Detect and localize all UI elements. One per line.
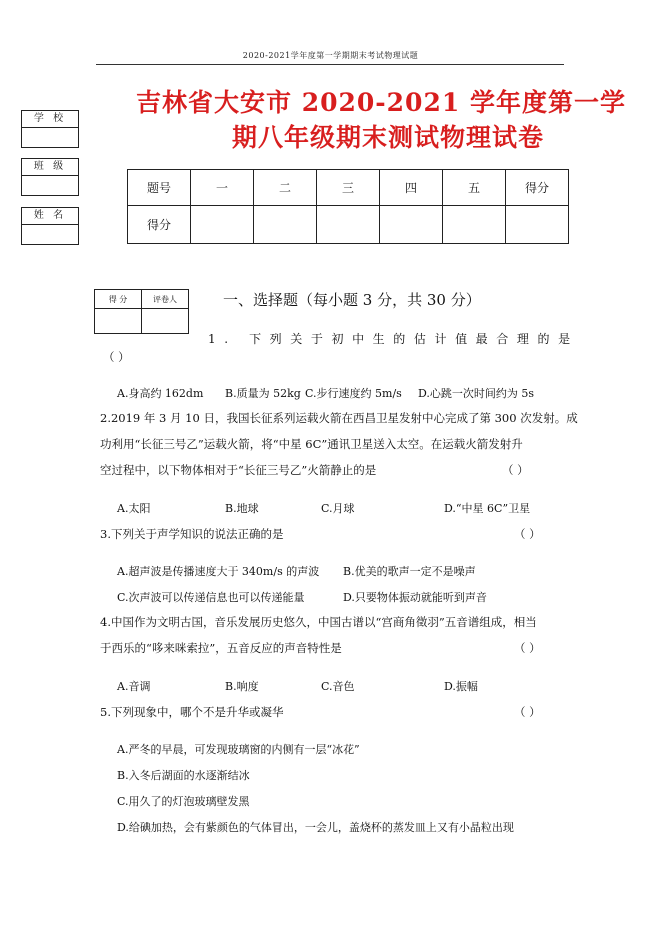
question-4-line2: 于西乐的“哆来咪索拉”，五音反应的声音特性是: [100, 641, 342, 655]
class-label: 班 级: [22, 159, 78, 176]
question-2-line3: 空过程中，以下物体相对于“长征三号乙”火箭静止的是: [100, 463, 377, 477]
score-cell: 四: [380, 170, 443, 206]
question-3-option-d: D.只要物体振动就能听到声音: [343, 591, 487, 604]
question-5-option-c: C.用久了的灯泡玻璃壁发黑: [117, 795, 250, 808]
question-2-option-d: D.“中星 6C”卫星: [444, 502, 531, 515]
score-row-label: 得分: [128, 206, 191, 244]
question-2-line2: 功利用“长征三号乙”运载火箭，将“中星 6C”通讯卫星送入太空。在运载火箭发射升: [100, 437, 523, 451]
grader-score-label: 得 分: [95, 290, 142, 309]
question-4-option-b: B.响度: [225, 680, 259, 693]
question-1-option-d: D.心跳一次时间约为 5s: [418, 387, 535, 400]
question-3-paren: （ ）: [514, 527, 541, 541]
score-input-cell[interactable]: [380, 206, 443, 244]
question-3-stem: 3.下列关于声学知识的说法正确的是: [100, 527, 284, 541]
question-5-option-b: B.入冬后湖面的水逐渐结冰: [117, 769, 250, 782]
question-2-line1: 2.2019 年 3 月 10 日，我国长征系列运载火箭在西昌卫星发射中心完成了第 300 次发射。成: [100, 411, 578, 425]
grader-score-cell[interactable]: [95, 309, 142, 334]
question-1-option-a: A.身高约 162dm: [117, 387, 204, 400]
section-title: 一、选择题（每小题 3 分，共 30 分）: [223, 291, 481, 309]
question-4-option-c: C.音色: [321, 680, 355, 693]
question-3-option-b: B.优美的歌声一定不是噪声: [343, 565, 476, 578]
question-5-paren: （ ）: [514, 705, 541, 719]
score-cell: 二: [254, 170, 317, 206]
question-3-option-c: C.次声波可以传递信息也可以传递能量: [117, 591, 305, 604]
score-cell: 一: [191, 170, 254, 206]
question-5-option-d: D.给碘加热，会有紫颜色的气体冒出，一会儿，盖烧杯的蒸发皿上又有小晶粒出现: [117, 821, 514, 834]
name-label: 姓 名: [22, 208, 78, 225]
score-table: [127, 169, 569, 244]
question-2-option-c: C.月球: [321, 502, 355, 515]
score-cell: 五: [443, 170, 506, 206]
exam-title-line1: 吉林省大安市 2020-2021 学年度第一学: [136, 88, 626, 117]
grader-name-cell[interactable]: [142, 309, 189, 334]
grader-name-label: 评卷人: [142, 290, 189, 309]
exam-title-line2: 期八年级期末测试物理试卷: [232, 123, 545, 152]
class-field: [21, 158, 79, 196]
header-rule: [96, 64, 564, 65]
question-5-option-a: A.严冬的早晨，可发现玻璃窗的内侧有一层“冰花”: [117, 743, 360, 756]
question-2-option-b: B.地球: [225, 502, 259, 515]
score-input-cell[interactable]: [317, 206, 380, 244]
question-4-option-a: A.音调: [117, 680, 151, 693]
score-table-score-row: [128, 206, 569, 244]
question-4-paren: （ ）: [514, 641, 541, 655]
grader-table: [94, 289, 189, 334]
name-field: [21, 207, 79, 245]
question-1-option-b: B.质量为 52kg: [225, 387, 301, 400]
question-4-option-d: D.振幅: [444, 680, 478, 693]
question-2-option-a: A.太阳: [117, 502, 151, 515]
school-label: 学 校: [22, 111, 78, 128]
question-2-paren: （ ）: [502, 463, 529, 477]
score-cell: 三: [317, 170, 380, 206]
score-table-header-row: [128, 170, 569, 206]
question-4-line1: 4.中国作为文明古国，音乐发展历史悠久，中国古谱以“宫商角徵羽”五音谱组成，相当: [100, 615, 537, 629]
score-cell: 题号: [128, 170, 191, 206]
score-input-cell[interactable]: [443, 206, 506, 244]
score-input-cell[interactable]: [254, 206, 317, 244]
question-5-stem: 5.下列现象中，哪个不是升华或凝华: [100, 705, 284, 719]
running-title: 2020-2021学年度第一学期期末考试物理试题: [242, 51, 419, 60]
question-1-paren: （ ）: [103, 350, 130, 364]
school-field: [21, 110, 79, 148]
score-cell: 得分: [506, 170, 569, 206]
question-3-option-a: A.超声波是传播速度大于 340m/s 的声波: [117, 565, 320, 578]
question-1-option-c: C.步行速度约 5m/s: [305, 387, 402, 400]
score-input-cell[interactable]: [506, 206, 569, 244]
question-1-stem: 1. 下列关于初中生的估计值最合理的是: [208, 332, 579, 346]
score-input-cell[interactable]: [191, 206, 254, 244]
